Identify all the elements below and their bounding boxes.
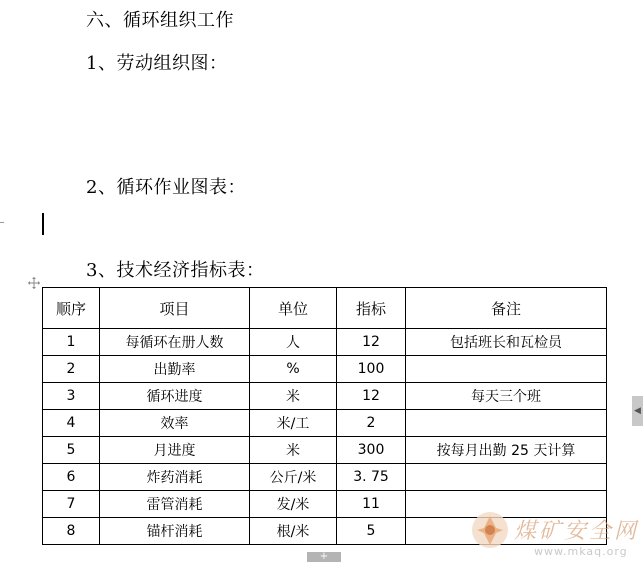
table-header-row — [43, 288, 607, 329]
cell-unit: 人 — [250, 329, 337, 356]
cell-index: 100 — [337, 356, 406, 383]
tech-economic-heading: 3、技术经济指标表： — [86, 260, 265, 281]
labor-organization-heading: 1、劳动组织图： — [86, 53, 228, 74]
cell-seq: 2 — [43, 356, 100, 383]
cell-seq: 7 — [43, 491, 100, 518]
cell-seq: 4 — [43, 410, 100, 437]
table-move-handle-icon[interactable] — [28, 277, 40, 289]
header-index: 指标 — [337, 288, 406, 329]
watermark-site-name: 煤矿安全网 — [514, 519, 640, 544]
cell-index: 2 — [337, 410, 406, 437]
text-cursor[interactable] — [42, 213, 44, 235]
tech-economic-table — [42, 287, 607, 545]
cell-unit: % — [250, 356, 337, 383]
cell-unit: 公斤/米 — [250, 464, 337, 491]
cell-item: 循环进度 — [100, 383, 250, 410]
cell-note — [406, 410, 607, 437]
table-row — [43, 410, 607, 437]
table-row — [43, 437, 607, 464]
cell-unit: 米 — [250, 437, 337, 464]
cell-unit: 米/工 — [250, 410, 337, 437]
header-seq: 顺序 — [43, 288, 100, 329]
cell-item: 效率 — [100, 410, 250, 437]
site-watermark — [470, 510, 640, 562]
cell-seq: 3 — [43, 383, 100, 410]
cell-item: 月进度 — [100, 437, 250, 464]
scroll-arrow-icon[interactable]: ◀ — [632, 396, 643, 426]
cell-item: 雷管消耗 — [100, 491, 250, 518]
header-item: 项目 — [100, 288, 250, 329]
cell-index: 11 — [337, 491, 406, 518]
cell-seq: 8 — [43, 518, 100, 545]
cycle-chart-heading: 2、循环作业图表： — [86, 177, 246, 198]
cell-item: 出勤率 — [100, 356, 250, 383]
cell-seq: 5 — [43, 437, 100, 464]
cell-index: 300 — [337, 437, 406, 464]
cell-note: 按每月出勤 25 天计算 — [406, 437, 607, 464]
header-unit: 单位 — [250, 288, 337, 329]
cell-index: 3. 75 — [337, 464, 406, 491]
cell-index: 12 — [337, 383, 406, 410]
cell-unit: 米 — [250, 383, 337, 410]
margin-marker — [0, 222, 4, 223]
table-row — [43, 383, 607, 410]
section-heading: 六、循环组织工作 — [86, 10, 234, 31]
cell-index: 12 — [337, 329, 406, 356]
cell-unit: 根/米 — [250, 518, 337, 545]
watermark-logo-icon — [470, 510, 510, 550]
cell-item: 每循环在册人数 — [100, 329, 250, 356]
cell-note: 包括班长和瓦检员 — [406, 329, 607, 356]
cell-note: 每天三个班 — [406, 383, 607, 410]
table-row — [43, 329, 607, 356]
table-row — [43, 356, 607, 383]
cell-note — [406, 356, 607, 383]
cell-item: 炸药消耗 — [100, 464, 250, 491]
header-note: 备注 — [406, 288, 607, 329]
cell-seq: 6 — [43, 464, 100, 491]
watermark-url: www.mkaq.org — [534, 545, 628, 558]
cell-item: 锚杆消耗 — [100, 518, 250, 545]
cell-note — [406, 464, 607, 491]
table-resize-handle-icon[interactable]: + — [307, 552, 341, 562]
cell-seq: 1 — [43, 329, 100, 356]
table-row — [43, 464, 607, 491]
cell-unit: 发/米 — [250, 491, 337, 518]
cell-index: 5 — [337, 518, 406, 545]
